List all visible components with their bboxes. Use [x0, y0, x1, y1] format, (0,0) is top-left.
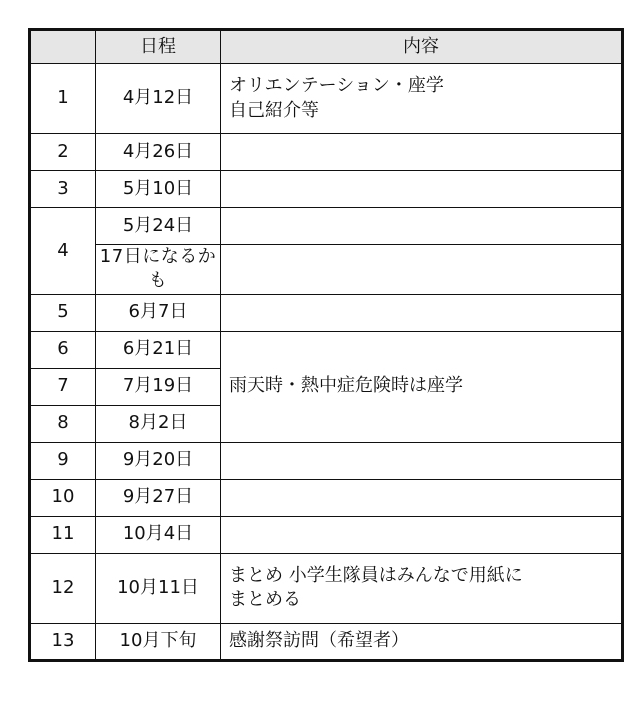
row-number: 12 — [30, 553, 96, 623]
header-row — [30, 30, 623, 64]
header-number — [30, 30, 96, 64]
row-content — [221, 553, 623, 623]
row-number: 7 — [30, 368, 96, 405]
schedule-table — [28, 28, 624, 662]
row-date: 8月2日 — [96, 405, 221, 442]
row-number: 8 — [30, 405, 96, 442]
row-content — [221, 516, 623, 553]
table-row — [30, 331, 623, 368]
content-line: 自己紹介等 — [229, 99, 319, 121]
table-row — [30, 442, 623, 479]
row-date: 6月7日 — [96, 294, 221, 331]
table-row — [30, 208, 623, 245]
row-date: 5月10日 — [96, 171, 221, 208]
table-row — [30, 516, 623, 553]
row-number: 3 — [30, 171, 96, 208]
table-row — [30, 171, 623, 208]
row-content — [221, 479, 623, 516]
table-row — [30, 623, 623, 660]
row-number: 4 — [30, 208, 96, 295]
row-content — [221, 134, 623, 171]
row-date: 5月24日 — [96, 208, 221, 245]
row-content — [221, 208, 623, 245]
table-row — [30, 553, 623, 623]
row-date: 4月26日 — [96, 134, 221, 171]
row-date: 7月19日 — [96, 368, 221, 405]
row-content — [221, 294, 623, 331]
row-date: 9月27日 — [96, 479, 221, 516]
row-date-note: 17日になるかも — [96, 245, 221, 295]
row-date: 9月20日 — [96, 442, 221, 479]
row-content — [221, 245, 623, 295]
row-date: 4月12日 — [96, 64, 221, 134]
header-content: 内容 — [221, 30, 623, 64]
row-number: 13 — [30, 623, 96, 660]
row-date: 10月11日 — [96, 553, 221, 623]
row-number: 10 — [30, 479, 96, 516]
row-number: 6 — [30, 331, 96, 368]
content-line: まとめる — [229, 589, 301, 611]
row-number: 9 — [30, 442, 96, 479]
row-number: 1 — [30, 64, 96, 134]
row-content: 感謝祭訪問（希望者） — [221, 623, 623, 660]
table-row — [30, 245, 623, 295]
row-date: 6月21日 — [96, 331, 221, 368]
row-content — [221, 64, 623, 134]
row-number: 2 — [30, 134, 96, 171]
row-date: 10月4日 — [96, 516, 221, 553]
table-row — [30, 479, 623, 516]
table-row — [30, 64, 623, 134]
content-line: オリエンテーション・座学 — [229, 75, 444, 97]
row-number: 5 — [30, 294, 96, 331]
row-date: 10月下旬 — [96, 623, 221, 660]
row-content-merged: 雨天時・熱中症危険時は座学 — [221, 331, 623, 442]
header-date: 日程 — [96, 30, 221, 64]
table-row — [30, 134, 623, 171]
row-content — [221, 442, 623, 479]
row-content — [221, 171, 623, 208]
row-number: 11 — [30, 516, 96, 553]
content-line: まとめ 小学生隊員はみんなで用紙に — [229, 564, 523, 586]
table-row — [30, 294, 623, 331]
